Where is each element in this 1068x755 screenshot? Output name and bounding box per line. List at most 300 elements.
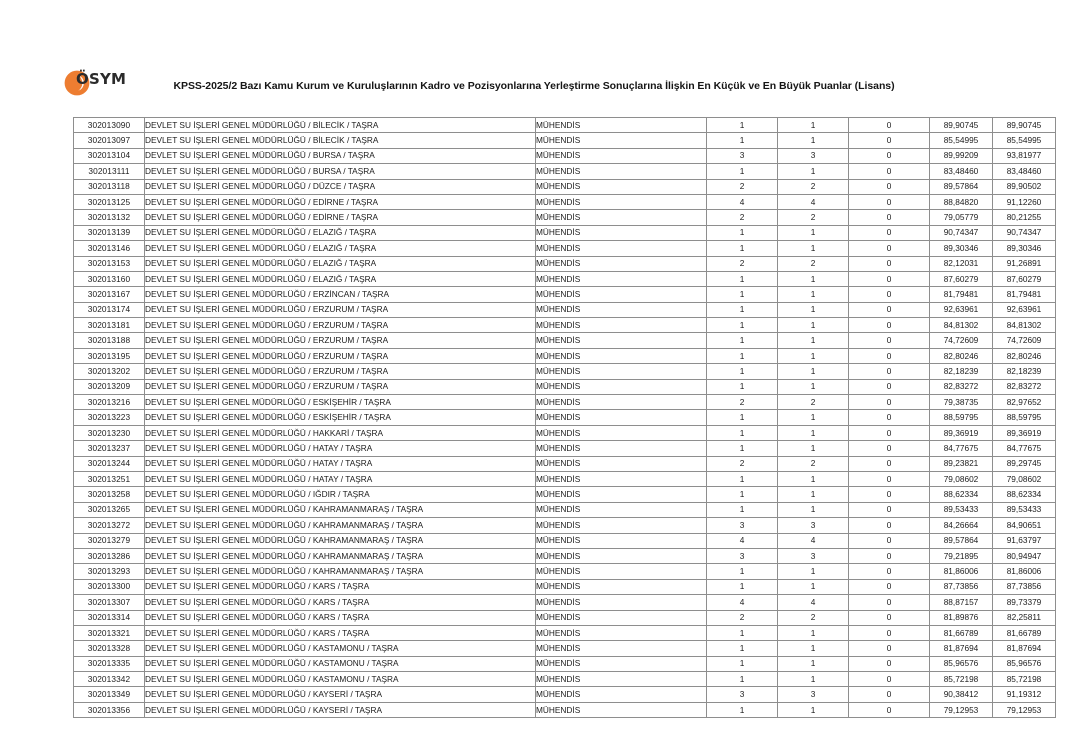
table-row <box>74 564 1056 579</box>
table-row <box>74 687 1056 702</box>
cell-en-buyuk-puan: 81,87694 <box>993 641 1056 656</box>
table-row <box>74 471 1056 486</box>
cell-kod: 302013209 <box>74 379 145 394</box>
results-table-container <box>73 117 1042 718</box>
cell-kod: 302013111 <box>74 164 145 179</box>
cell-unvan: MÜHENDİS <box>536 118 707 133</box>
cell-unvan: MÜHENDİS <box>536 702 707 717</box>
cell-unvan: MÜHENDİS <box>536 133 707 148</box>
cell-bos: 0 <box>849 518 930 533</box>
cell-unvan: MÜHENDİS <box>536 487 707 502</box>
cell-kod: 302013272 <box>74 518 145 533</box>
cell-kontenjan: 1 <box>707 287 778 302</box>
cell-en-buyuk-puan: 85,96576 <box>993 656 1056 671</box>
cell-kontenjan: 1 <box>707 410 778 425</box>
cell-en-buyuk-puan: 89,53433 <box>993 502 1056 517</box>
cell-unvan: MÜHENDİS <box>536 595 707 610</box>
table-row <box>74 179 1056 194</box>
cell-kurum: DEVLET SU İŞLERİ GENEL MÜDÜRLÜĞÜ / HATAY / TAŞRA <box>145 471 536 486</box>
cell-bos: 0 <box>849 287 930 302</box>
table-row <box>74 118 1056 133</box>
cell-kurum: DEVLET SU İŞLERİ GENEL MÜDÜRLÜĞÜ / EDİRNE / TAŞRA <box>145 210 536 225</box>
cell-en-kucuk-puan: 87,60279 <box>930 271 993 286</box>
cell-en-kucuk-puan: 84,77675 <box>930 441 993 456</box>
cell-kod: 302013328 <box>74 641 145 656</box>
cell-yerlesen: 1 <box>778 333 849 348</box>
cell-kontenjan: 1 <box>707 333 778 348</box>
cell-kod: 302013216 <box>74 395 145 410</box>
cell-kurum: DEVLET SU İŞLERİ GENEL MÜDÜRLÜĞÜ / ERZURUM / TAŞRA <box>145 302 536 317</box>
cell-kontenjan: 3 <box>707 518 778 533</box>
cell-en-kucuk-puan: 90,74347 <box>930 225 993 240</box>
cell-en-kucuk-puan: 89,36919 <box>930 425 993 440</box>
cell-unvan: MÜHENDİS <box>536 379 707 394</box>
cell-kurum: DEVLET SU İŞLERİ GENEL MÜDÜRLÜĞÜ / ELAZIĞ / TAŞRA <box>145 271 536 286</box>
cell-bos: 0 <box>849 410 930 425</box>
cell-yerlesen: 2 <box>778 610 849 625</box>
cell-unvan: MÜHENDİS <box>536 656 707 671</box>
cell-en-buyuk-puan: 84,81302 <box>993 318 1056 333</box>
cell-yerlesen: 4 <box>778 194 849 209</box>
table-row <box>74 641 1056 656</box>
table-row <box>74 333 1056 348</box>
cell-en-kucuk-puan: 84,26664 <box>930 518 993 533</box>
table-row <box>74 518 1056 533</box>
cell-bos: 0 <box>849 256 930 271</box>
cell-yerlesen: 1 <box>778 487 849 502</box>
cell-unvan: MÜHENDİS <box>536 641 707 656</box>
cell-kod: 302013321 <box>74 625 145 640</box>
cell-kontenjan: 1 <box>707 641 778 656</box>
cell-bos: 0 <box>849 687 930 702</box>
cell-en-buyuk-puan: 87,73856 <box>993 579 1056 594</box>
table-row <box>74 348 1056 363</box>
cell-unvan: MÜHENDİS <box>536 425 707 440</box>
cell-kontenjan: 1 <box>707 241 778 256</box>
cell-kod: 302013132 <box>74 210 145 225</box>
table-row <box>74 210 1056 225</box>
cell-bos: 0 <box>849 641 930 656</box>
cell-bos: 0 <box>849 210 930 225</box>
cell-yerlesen: 3 <box>778 548 849 563</box>
cell-kod: 302013279 <box>74 533 145 548</box>
cell-kurum: DEVLET SU İŞLERİ GENEL MÜDÜRLÜĞÜ / ERZURUM / TAŞRA <box>145 318 536 333</box>
cell-kod: 302013139 <box>74 225 145 240</box>
cell-en-kucuk-puan: 79,21895 <box>930 548 993 563</box>
cell-kontenjan: 1 <box>707 164 778 179</box>
cell-kurum: DEVLET SU İŞLERİ GENEL MÜDÜRLÜĞÜ / ERZİNCAN / TAŞRA <box>145 287 536 302</box>
cell-kod: 302013251 <box>74 471 145 486</box>
cell-kontenjan: 2 <box>707 210 778 225</box>
table-row <box>74 456 1056 471</box>
cell-en-buyuk-puan: 93,81977 <box>993 148 1056 163</box>
cell-en-kucuk-puan: 82,80246 <box>930 348 993 363</box>
cell-yerlesen: 1 <box>778 625 849 640</box>
cell-en-buyuk-puan: 88,59795 <box>993 410 1056 425</box>
cell-en-buyuk-puan: 83,48460 <box>993 164 1056 179</box>
cell-unvan: MÜHENDİS <box>536 148 707 163</box>
cell-en-buyuk-puan: 84,90651 <box>993 518 1056 533</box>
table-row <box>74 548 1056 563</box>
cell-bos: 0 <box>849 333 930 348</box>
cell-en-buyuk-puan: 89,29745 <box>993 456 1056 471</box>
cell-en-buyuk-puan: 85,54995 <box>993 133 1056 148</box>
cell-bos: 0 <box>849 225 930 240</box>
cell-yerlesen: 2 <box>778 395 849 410</box>
cell-bos: 0 <box>849 548 930 563</box>
cell-yerlesen: 1 <box>778 271 849 286</box>
table-row <box>74 379 1056 394</box>
cell-unvan: MÜHENDİS <box>536 625 707 640</box>
results-table-body <box>74 118 1056 718</box>
cell-unvan: MÜHENDİS <box>536 687 707 702</box>
cell-yerlesen: 1 <box>778 318 849 333</box>
cell-yerlesen: 1 <box>778 164 849 179</box>
cell-kod: 302013349 <box>74 687 145 702</box>
cell-kontenjan: 3 <box>707 148 778 163</box>
cell-kurum: DEVLET SU İŞLERİ GENEL MÜDÜRLÜĞÜ / KAYSERİ / TAŞRA <box>145 702 536 717</box>
cell-en-buyuk-puan: 82,80246 <box>993 348 1056 363</box>
cell-kontenjan: 1 <box>707 564 778 579</box>
cell-en-buyuk-puan: 79,08602 <box>993 471 1056 486</box>
cell-kurum: DEVLET SU İŞLERİ GENEL MÜDÜRLÜĞÜ / BİLECİK / TAŞRA <box>145 118 536 133</box>
cell-en-buyuk-puan: 88,62334 <box>993 487 1056 502</box>
cell-yerlesen: 1 <box>778 364 849 379</box>
cell-unvan: MÜHENDİS <box>536 302 707 317</box>
table-row <box>74 287 1056 302</box>
cell-kod: 302013307 <box>74 595 145 610</box>
cell-kod: 302013167 <box>74 287 145 302</box>
cell-kod: 302013223 <box>74 410 145 425</box>
cell-kurum: DEVLET SU İŞLERİ GENEL MÜDÜRLÜĞÜ / BİLECİK / TAŞRA <box>145 133 536 148</box>
cell-en-kucuk-puan: 81,89876 <box>930 610 993 625</box>
cell-kontenjan: 1 <box>707 302 778 317</box>
cell-kontenjan: 1 <box>707 225 778 240</box>
cell-kurum: DEVLET SU İŞLERİ GENEL MÜDÜRLÜĞÜ / HAKKARİ / TAŞRA <box>145 425 536 440</box>
cell-en-buyuk-puan: 82,18239 <box>993 364 1056 379</box>
table-row <box>74 256 1056 271</box>
cell-kontenjan: 2 <box>707 456 778 471</box>
cell-kod: 302013314 <box>74 610 145 625</box>
cell-kontenjan: 1 <box>707 579 778 594</box>
cell-en-kucuk-puan: 81,87694 <box>930 641 993 656</box>
cell-en-kucuk-puan: 74,72609 <box>930 333 993 348</box>
cell-bos: 0 <box>849 241 930 256</box>
cell-kod: 302013300 <box>74 579 145 594</box>
cell-kurum: DEVLET SU İŞLERİ GENEL MÜDÜRLÜĞÜ / ERZURUM / TAŞRA <box>145 364 536 379</box>
cell-bos: 0 <box>849 441 930 456</box>
cell-yerlesen: 1 <box>778 410 849 425</box>
cell-unvan: MÜHENDİS <box>536 210 707 225</box>
cell-en-kucuk-puan: 87,73856 <box>930 579 993 594</box>
cell-unvan: MÜHENDİS <box>536 348 707 363</box>
cell-kod: 302013181 <box>74 318 145 333</box>
cell-en-kucuk-puan: 81,79481 <box>930 287 993 302</box>
cell-kurum: DEVLET SU İŞLERİ GENEL MÜDÜRLÜĞÜ / KAHRAMANMARAŞ / TAŞRA <box>145 502 536 517</box>
cell-unvan: MÜHENDİS <box>536 410 707 425</box>
cell-en-buyuk-puan: 89,90502 <box>993 179 1056 194</box>
cell-bos: 0 <box>849 672 930 687</box>
cell-kod: 302013188 <box>74 333 145 348</box>
cell-kod: 302013146 <box>74 241 145 256</box>
table-row <box>74 395 1056 410</box>
cell-yerlesen: 1 <box>778 302 849 317</box>
cell-en-buyuk-puan: 82,25811 <box>993 610 1056 625</box>
cell-en-kucuk-puan: 89,30346 <box>930 241 993 256</box>
cell-kontenjan: 1 <box>707 271 778 286</box>
cell-kurum: DEVLET SU İŞLERİ GENEL MÜDÜRLÜĞÜ / ERZURUM / TAŞRA <box>145 379 536 394</box>
cell-unvan: MÜHENDİS <box>536 579 707 594</box>
cell-kod: 302013090 <box>74 118 145 133</box>
cell-en-buyuk-puan: 89,73379 <box>993 595 1056 610</box>
cell-kurum: DEVLET SU İŞLERİ GENEL MÜDÜRLÜĞÜ / KAYSERİ / TAŞRA <box>145 687 536 702</box>
cell-en-buyuk-puan: 81,79481 <box>993 287 1056 302</box>
cell-bos: 0 <box>849 579 930 594</box>
cell-yerlesen: 1 <box>778 564 849 579</box>
cell-en-kucuk-puan: 85,96576 <box>930 656 993 671</box>
cell-yerlesen: 1 <box>778 241 849 256</box>
page-title: KPSS-2025/2 Bazı Kamu Kurum ve Kuruluşlarının Kadro ve Pozisyonlarına Yerleştirme Sonuçlarına İlişkin En Küçük ve En Büyük Puanlar (Lisans) <box>173 80 895 92</box>
cell-bos: 0 <box>849 194 930 209</box>
cell-kurum: DEVLET SU İŞLERİ GENEL MÜDÜRLÜĞÜ / HATAY / TAŞRA <box>145 456 536 471</box>
cell-kod: 302013160 <box>74 271 145 286</box>
cell-unvan: MÜHENDİS <box>536 456 707 471</box>
cell-kontenjan: 1 <box>707 379 778 394</box>
table-row <box>74 672 1056 687</box>
cell-yerlesen: 3 <box>778 148 849 163</box>
cell-kurum: DEVLET SU İŞLERİ GENEL MÜDÜRLÜĞÜ / BURSA / TAŞRA <box>145 148 536 163</box>
cell-unvan: MÜHENDİS <box>536 271 707 286</box>
table-row <box>74 502 1056 517</box>
cell-en-buyuk-puan: 82,97652 <box>993 395 1056 410</box>
cell-en-buyuk-puan: 89,30346 <box>993 241 1056 256</box>
cell-yerlesen: 4 <box>778 595 849 610</box>
cell-en-buyuk-puan: 90,74347 <box>993 225 1056 240</box>
cell-en-kucuk-puan: 83,48460 <box>930 164 993 179</box>
cell-kod: 302013097 <box>74 133 145 148</box>
cell-bos: 0 <box>849 502 930 517</box>
cell-yerlesen: 2 <box>778 256 849 271</box>
cell-kurum: DEVLET SU İŞLERİ GENEL MÜDÜRLÜĞÜ / DÜZCE / TAŞRA <box>145 179 536 194</box>
cell-kurum: DEVLET SU İŞLERİ GENEL MÜDÜRLÜĞÜ / ERZURUM / TAŞRA <box>145 333 536 348</box>
cell-kod: 302013174 <box>74 302 145 317</box>
cell-yerlesen: 3 <box>778 518 849 533</box>
cell-en-buyuk-puan: 81,86006 <box>993 564 1056 579</box>
table-row <box>74 656 1056 671</box>
cell-kod: 302013286 <box>74 548 145 563</box>
cell-bos: 0 <box>849 302 930 317</box>
cell-yerlesen: 1 <box>778 118 849 133</box>
cell-bos: 0 <box>849 118 930 133</box>
cell-unvan: MÜHENDİS <box>536 395 707 410</box>
table-row <box>74 610 1056 625</box>
cell-kontenjan: 1 <box>707 625 778 640</box>
cell-kod: 302013195 <box>74 348 145 363</box>
cell-kontenjan: 1 <box>707 425 778 440</box>
cell-kod: 302013258 <box>74 487 145 502</box>
cell-bos: 0 <box>849 595 930 610</box>
cell-yerlesen: 1 <box>778 379 849 394</box>
table-row <box>74 225 1056 240</box>
cell-kurum: DEVLET SU İŞLERİ GENEL MÜDÜRLÜĞÜ / KAHRAMANMARAŞ / TAŞRA <box>145 518 536 533</box>
cell-bos: 0 <box>849 348 930 363</box>
cell-en-kucuk-puan: 89,23821 <box>930 456 993 471</box>
cell-en-buyuk-puan: 91,26891 <box>993 256 1056 271</box>
cell-en-kucuk-puan: 85,72198 <box>930 672 993 687</box>
cell-bos: 0 <box>849 533 930 548</box>
table-row <box>74 148 1056 163</box>
cell-unvan: MÜHENDİS <box>536 318 707 333</box>
cell-yerlesen: 1 <box>778 348 849 363</box>
cell-kurum: DEVLET SU İŞLERİ GENEL MÜDÜRLÜĞÜ / KARS / TAŞRA <box>145 625 536 640</box>
cell-yerlesen: 1 <box>778 641 849 656</box>
cell-kontenjan: 1 <box>707 702 778 717</box>
cell-unvan: MÜHENDİS <box>536 610 707 625</box>
cell-kurum: DEVLET SU İŞLERİ GENEL MÜDÜRLÜĞÜ / BURSA / TAŞRA <box>145 164 536 179</box>
cell-kontenjan: 1 <box>707 471 778 486</box>
cell-bos: 0 <box>849 456 930 471</box>
cell-kontenjan: 2 <box>707 256 778 271</box>
cell-kontenjan: 2 <box>707 610 778 625</box>
cell-kontenjan: 1 <box>707 318 778 333</box>
table-row <box>74 410 1056 425</box>
document-header <box>0 58 1068 104</box>
cell-kontenjan: 2 <box>707 179 778 194</box>
cell-en-kucuk-puan: 89,90745 <box>930 118 993 133</box>
cell-kod: 302013125 <box>74 194 145 209</box>
cell-kurum: DEVLET SU İŞLERİ GENEL MÜDÜRLÜĞÜ / KARS / TAŞRA <box>145 579 536 594</box>
results-table <box>73 117 1056 718</box>
cell-unvan: MÜHENDİS <box>536 502 707 517</box>
cell-yerlesen: 4 <box>778 533 849 548</box>
cell-en-kucuk-puan: 79,08602 <box>930 471 993 486</box>
cell-kod: 302013118 <box>74 179 145 194</box>
cell-unvan: MÜHENDİS <box>536 471 707 486</box>
cell-bos: 0 <box>849 610 930 625</box>
cell-kod: 302013237 <box>74 441 145 456</box>
cell-yerlesen: 1 <box>778 287 849 302</box>
table-row <box>74 625 1056 640</box>
cell-kod: 302013244 <box>74 456 145 471</box>
cell-unvan: MÜHENDİS <box>536 364 707 379</box>
cell-unvan: MÜHENDİS <box>536 333 707 348</box>
cell-yerlesen: 1 <box>778 702 849 717</box>
cell-unvan: MÜHENDİS <box>536 164 707 179</box>
cell-bos: 0 <box>849 656 930 671</box>
cell-kontenjan: 1 <box>707 487 778 502</box>
cell-en-buyuk-puan: 91,63797 <box>993 533 1056 548</box>
cell-en-buyuk-puan: 81,66789 <box>993 625 1056 640</box>
cell-kod: 302013202 <box>74 364 145 379</box>
cell-kurum: DEVLET SU İŞLERİ GENEL MÜDÜRLÜĞÜ / KAHRAMANMARAŞ / TAŞRA <box>145 564 536 579</box>
cell-en-buyuk-puan: 84,77675 <box>993 441 1056 456</box>
cell-kurum: DEVLET SU İŞLERİ GENEL MÜDÜRLÜĞÜ / KAHRAMANMARAŞ / TAŞRA <box>145 548 536 563</box>
cell-kurum: DEVLET SU İŞLERİ GENEL MÜDÜRLÜĞÜ / KAHRAMANMARAŞ / TAŞRA <box>145 533 536 548</box>
cell-kurum: DEVLET SU İŞLERİ GENEL MÜDÜRLÜĞÜ / ELAZIĞ / TAŞRA <box>145 241 536 256</box>
cell-bos: 0 <box>849 318 930 333</box>
cell-en-buyuk-puan: 85,72198 <box>993 672 1056 687</box>
cell-en-kucuk-puan: 82,12031 <box>930 256 993 271</box>
cell-kurum: DEVLET SU İŞLERİ GENEL MÜDÜRLÜĞÜ / ERZURUM / TAŞRA <box>145 348 536 363</box>
cell-en-kucuk-puan: 82,18239 <box>930 364 993 379</box>
cell-yerlesen: 2 <box>778 179 849 194</box>
cell-kod: 302013335 <box>74 656 145 671</box>
cell-yerlesen: 1 <box>778 672 849 687</box>
cell-kontenjan: 4 <box>707 194 778 209</box>
cell-kurum: DEVLET SU İŞLERİ GENEL MÜDÜRLÜĞÜ / ELAZIĞ / TAŞRA <box>145 225 536 240</box>
cell-bos: 0 <box>849 564 930 579</box>
cell-bos: 0 <box>849 471 930 486</box>
cell-unvan: MÜHENDİS <box>536 256 707 271</box>
cell-yerlesen: 1 <box>778 579 849 594</box>
cell-kurum: DEVLET SU İŞLERİ GENEL MÜDÜRLÜĞÜ / KARS / TAŞRA <box>145 595 536 610</box>
cell-en-buyuk-puan: 89,90745 <box>993 118 1056 133</box>
table-row <box>74 302 1056 317</box>
cell-unvan: MÜHENDİS <box>536 564 707 579</box>
table-row <box>74 425 1056 440</box>
cell-en-kucuk-puan: 89,99209 <box>930 148 993 163</box>
cell-kontenjan: 1 <box>707 364 778 379</box>
cell-en-kucuk-puan: 90,38412 <box>930 687 993 702</box>
cell-bos: 0 <box>849 395 930 410</box>
cell-kod: 302013153 <box>74 256 145 271</box>
cell-kurum: DEVLET SU İŞLERİ GENEL MÜDÜRLÜĞÜ / HATAY / TAŞRA <box>145 441 536 456</box>
cell-kod: 302013293 <box>74 564 145 579</box>
cell-en-kucuk-puan: 79,05779 <box>930 210 993 225</box>
table-row <box>74 133 1056 148</box>
cell-kontenjan: 1 <box>707 656 778 671</box>
cell-en-buyuk-puan: 92,63961 <box>993 302 1056 317</box>
cell-en-buyuk-puan: 79,12953 <box>993 702 1056 717</box>
cell-en-kucuk-puan: 88,87157 <box>930 595 993 610</box>
cell-en-buyuk-puan: 91,12260 <box>993 194 1056 209</box>
cell-kontenjan: 4 <box>707 533 778 548</box>
cell-en-kucuk-puan: 85,54995 <box>930 133 993 148</box>
cell-kurum: DEVLET SU İŞLERİ GENEL MÜDÜRLÜĞÜ / IĞDIR / TAŞRA <box>145 487 536 502</box>
cell-en-kucuk-puan: 81,86006 <box>930 564 993 579</box>
table-row <box>74 318 1056 333</box>
table-row <box>74 194 1056 209</box>
cell-en-buyuk-puan: 74,72609 <box>993 333 1056 348</box>
table-row <box>74 164 1056 179</box>
cell-bos: 0 <box>849 179 930 194</box>
cell-kod: 302013230 <box>74 425 145 440</box>
cell-en-kucuk-puan: 88,59795 <box>930 410 993 425</box>
table-row <box>74 702 1056 717</box>
cell-unvan: MÜHENDİS <box>536 518 707 533</box>
cell-kurum: DEVLET SU İŞLERİ GENEL MÜDÜRLÜĞÜ / KARS / TAŞRA <box>145 610 536 625</box>
cell-kod: 302013104 <box>74 148 145 163</box>
cell-en-kucuk-puan: 88,62334 <box>930 487 993 502</box>
cell-bos: 0 <box>849 379 930 394</box>
cell-yerlesen: 3 <box>778 687 849 702</box>
cell-en-buyuk-puan: 91,19312 <box>993 687 1056 702</box>
cell-bos: 0 <box>849 364 930 379</box>
cell-kurum: DEVLET SU İŞLERİ GENEL MÜDÜRLÜĞÜ / KASTAMONU / TAŞRA <box>145 641 536 656</box>
cell-unvan: MÜHENDİS <box>536 287 707 302</box>
cell-bos: 0 <box>849 271 930 286</box>
cell-kontenjan: 3 <box>707 548 778 563</box>
cell-bos: 0 <box>849 164 930 179</box>
cell-unvan: MÜHENDİS <box>536 194 707 209</box>
cell-en-kucuk-puan: 79,38735 <box>930 395 993 410</box>
cell-en-kucuk-puan: 84,81302 <box>930 318 993 333</box>
cell-unvan: MÜHENDİS <box>536 672 707 687</box>
cell-kod: 302013356 <box>74 702 145 717</box>
table-row <box>74 271 1056 286</box>
cell-en-kucuk-puan: 89,53433 <box>930 502 993 517</box>
cell-kod: 302013265 <box>74 502 145 517</box>
